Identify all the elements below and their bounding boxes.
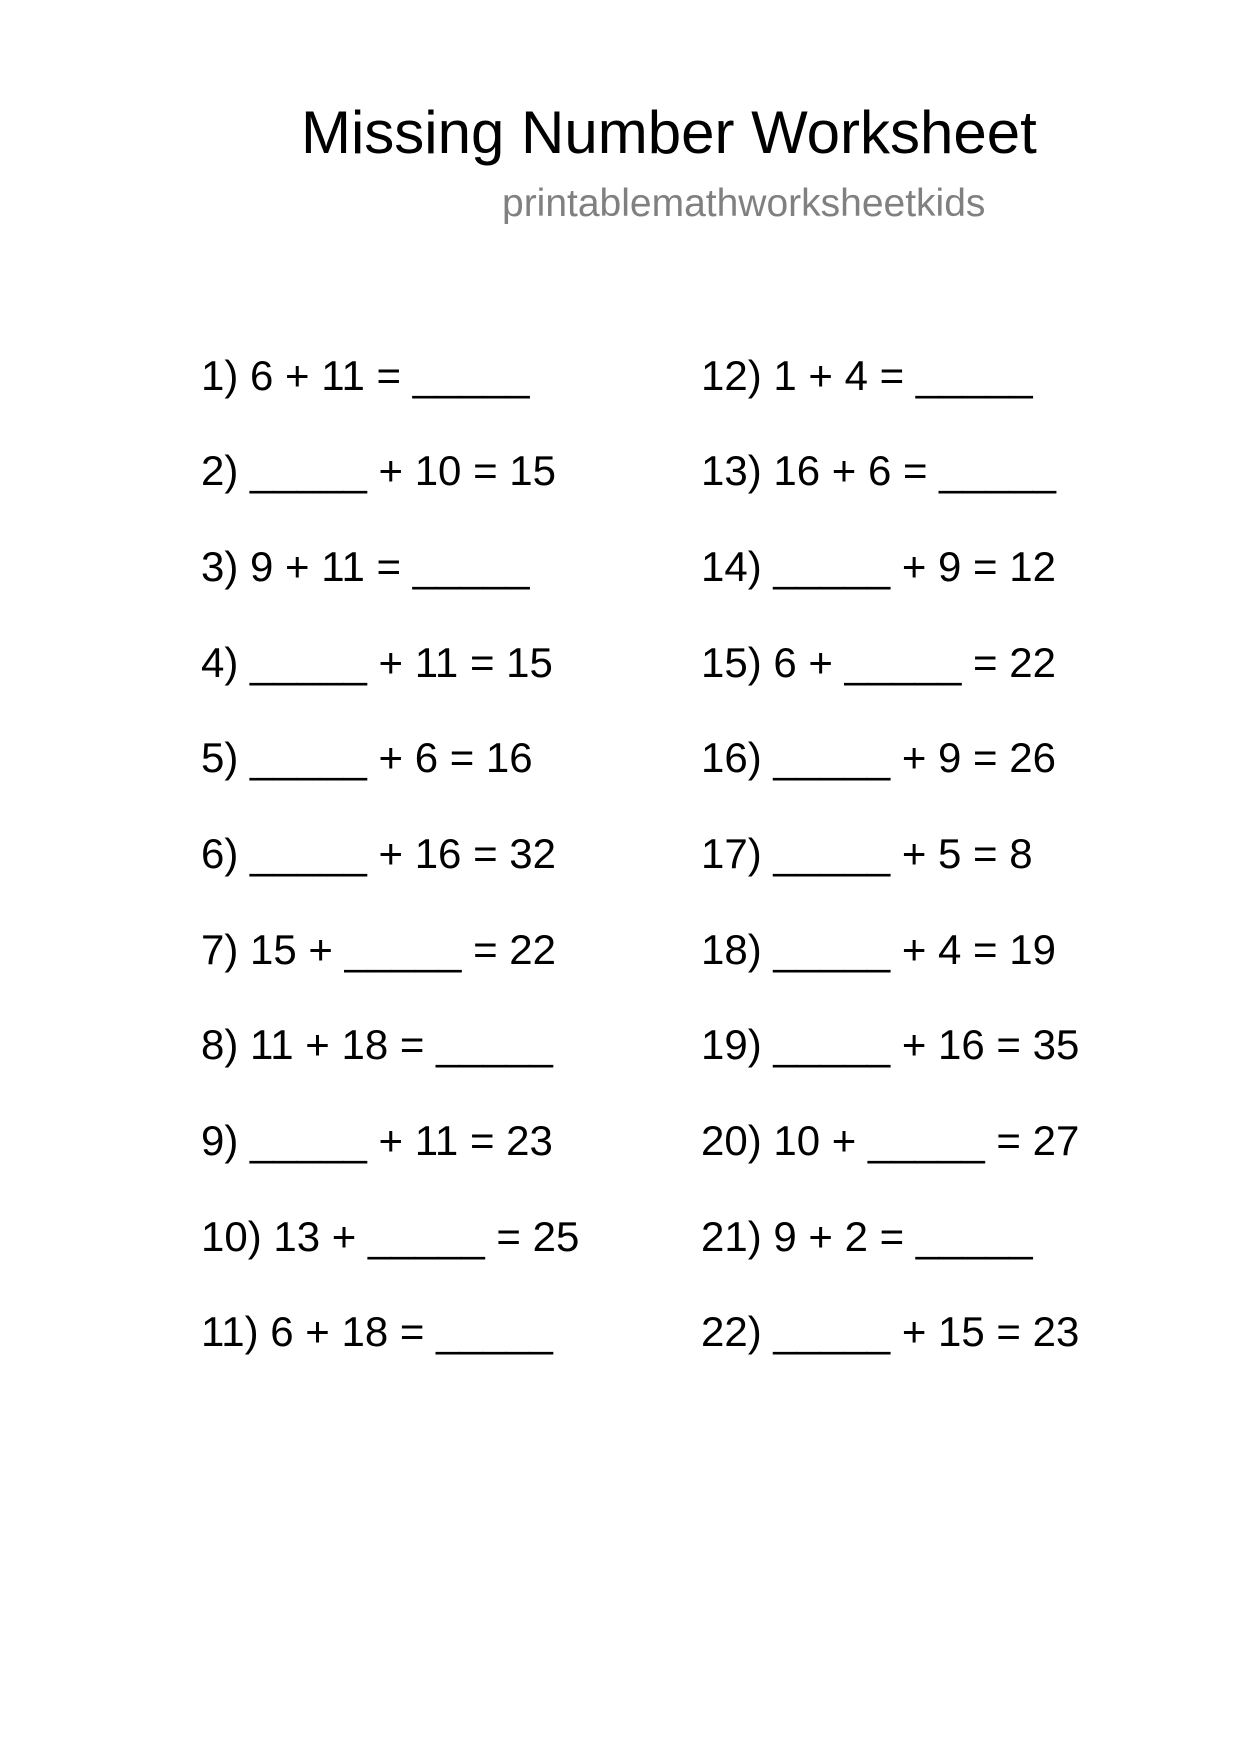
problem-number: 18) [701,926,762,973]
problem-number: 16) [701,734,762,781]
problem-item [201,1308,553,1356]
problem-equation: 9 + 2 = _____ [773,1213,1033,1260]
problem-number: 13) [701,447,762,494]
problem-item [701,830,1033,878]
problem-equation: _____ + 9 = 26 [773,734,1056,781]
problem-number: 2) [201,447,239,494]
problem-item [201,926,556,974]
problem-number: 21) [701,1213,762,1260]
problem-number: 5) [201,734,239,781]
problem-equation: _____ + 11 = 15 [250,639,553,686]
problem-equation: _____ + 16 = 35 [773,1021,1080,1068]
problem-equation: 15 + _____ = 22 [250,926,556,973]
problem-item [701,1213,1033,1261]
problem-equation: 6 + 11 = _____ [250,352,530,399]
problem-equation: _____ + 10 = 15 [250,447,556,494]
problem-equation: 1 + 4 = _____ [773,352,1033,399]
problem-equation: _____ + 4 = 19 [773,926,1056,973]
problem-equation: _____ + 15 = 23 [773,1308,1080,1355]
problem-item [701,447,1056,495]
problem-number: 19) [701,1021,762,1068]
problem-number: 14) [701,543,762,590]
problem-item [201,1213,579,1261]
problem-equation: 10 + _____ = 27 [773,1117,1080,1164]
problem-number: 10) [201,1213,262,1260]
problem-number: 9) [201,1117,239,1164]
problem-number: 4) [201,639,239,686]
problem-equation: 13 + _____ = 25 [273,1213,580,1260]
worksheet-title: Missing Number Worksheet [301,99,1037,166]
problem-item [201,1021,553,1069]
problem-item [201,639,553,687]
problem-number: 7) [201,926,239,973]
problem-item [201,734,533,782]
problem-item [201,352,530,400]
problem-number: 17) [701,830,762,877]
problem-number: 1) [201,352,239,399]
problem-item [201,830,556,878]
problem-number: 8) [201,1021,239,1068]
problem-number: 22) [701,1308,762,1355]
problem-item [701,1308,1079,1356]
problem-number: 20) [701,1117,762,1164]
worksheet-subtitle: printablemathworksheetkids [502,182,986,225]
problem-equation: _____ + 16 = 32 [250,830,556,877]
problem-number: 12) [701,352,762,399]
problem-number: 11) [201,1308,259,1355]
problem-equation: 6 + _____ = 22 [773,639,1056,686]
problem-equation: _____ + 6 = 16 [250,734,533,781]
problem-item [201,543,530,591]
problem-number: 3) [201,543,239,590]
problem-number: 15) [701,639,762,686]
problem-item [701,352,1033,400]
problem-number: 6) [201,830,239,877]
problem-item [201,1117,553,1165]
problem-item [201,447,556,495]
problem-equation: _____ + 11 = 23 [250,1117,553,1164]
problem-equation: _____ + 9 = 12 [773,543,1056,590]
problem-equation: 16 + 6 = _____ [773,447,1056,494]
problem-item [701,734,1056,782]
problem-item [701,926,1056,974]
problem-item [701,543,1056,591]
problem-equation: 9 + 11 = _____ [250,543,530,590]
problem-item [701,1021,1079,1069]
problem-equation: 11 + 18 = _____ [250,1021,553,1068]
problem-equation: _____ + 5 = 8 [773,830,1033,877]
problem-item [701,639,1056,687]
problem-equation: 6 + 18 = _____ [270,1308,553,1355]
problem-item [701,1117,1079,1165]
